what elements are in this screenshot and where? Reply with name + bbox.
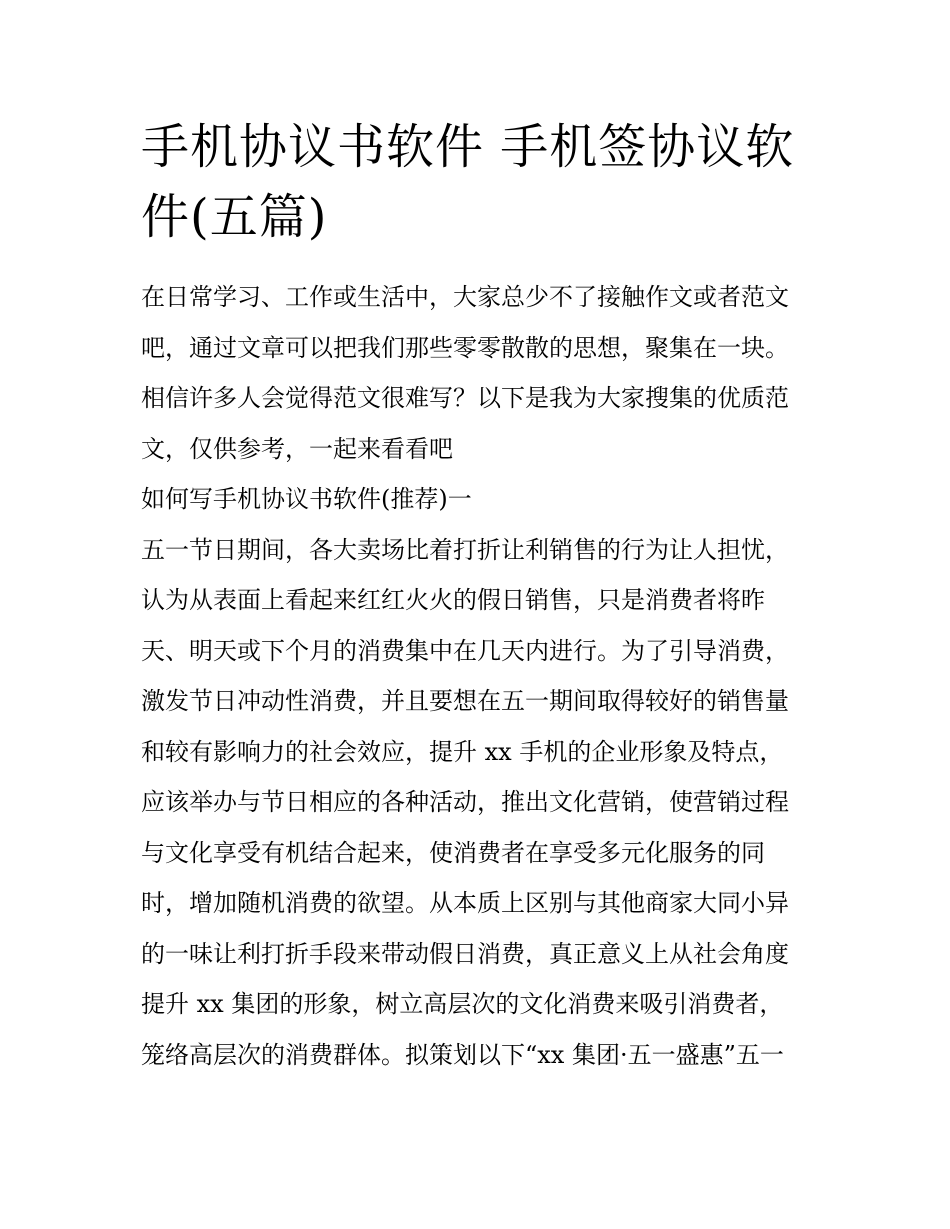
text-line: 相信许多人会觉得范文很难写？以下是我为大家搜集的优质范 <box>141 384 789 412</box>
text-line: 应该举办与节日相应的各种活动，推出文化营销，使营销过程 <box>141 788 789 816</box>
section-heading <box>141 474 821 525</box>
document-content <box>141 112 821 1080</box>
document-title <box>141 112 821 252</box>
text-line: 和较有影响力的社会效应，提升 xx 手机的企业形象及特点， <box>141 737 784 766</box>
text-line: 在日常学习、工作或生活中，大家总少不了接触作文或者范文 <box>141 283 789 311</box>
title-line: 件(五篇) <box>141 189 328 245</box>
text-line: 认为从表面上看起来红红火火的假日销售，只是消费者将昨 <box>141 586 765 614</box>
title-line: 手机协议书软件 手机签协议软 <box>141 119 795 175</box>
intro-paragraph <box>141 272 821 474</box>
text-line: 时，增加随机消费的欲望。从本质上区别与其他商家大同小异 <box>141 889 789 917</box>
text-line: 吧，通过文章可以把我们那些零零散散的思想，聚集在一块。 <box>141 333 789 362</box>
text-line: 笼络高层次的消费群体。拟策划以下“xx 集团·五一盛惠”五一 <box>141 1040 784 1069</box>
text-line: 文，仅供参考，一起来看看吧 <box>141 434 453 463</box>
text-line: 如何写手机协议书软件(推荐)一 <box>141 485 472 513</box>
text-line: 的一味让利打折手段来带动假日消费，真正意义上从社会角度 <box>141 939 789 968</box>
text-line: 天、明天或下个月的消费集中在几天内进行。为了引导消费， <box>141 636 789 665</box>
text-line: 提升 xx 集团的形象，树立高层次的文化消费来吸引消费者， <box>141 990 784 1018</box>
body-paragraph <box>141 525 821 1081</box>
text-line: 激发节日冲动性消费，并且要想在五一期间取得较好的销售量 <box>141 687 789 715</box>
text-line: 五一节日期间，各大卖场比着打折让利销售的行为让人担忧， <box>141 535 789 564</box>
text-line: 与文化享受有机结合起来，使消费者在享受多元化服务的同 <box>141 838 765 867</box>
